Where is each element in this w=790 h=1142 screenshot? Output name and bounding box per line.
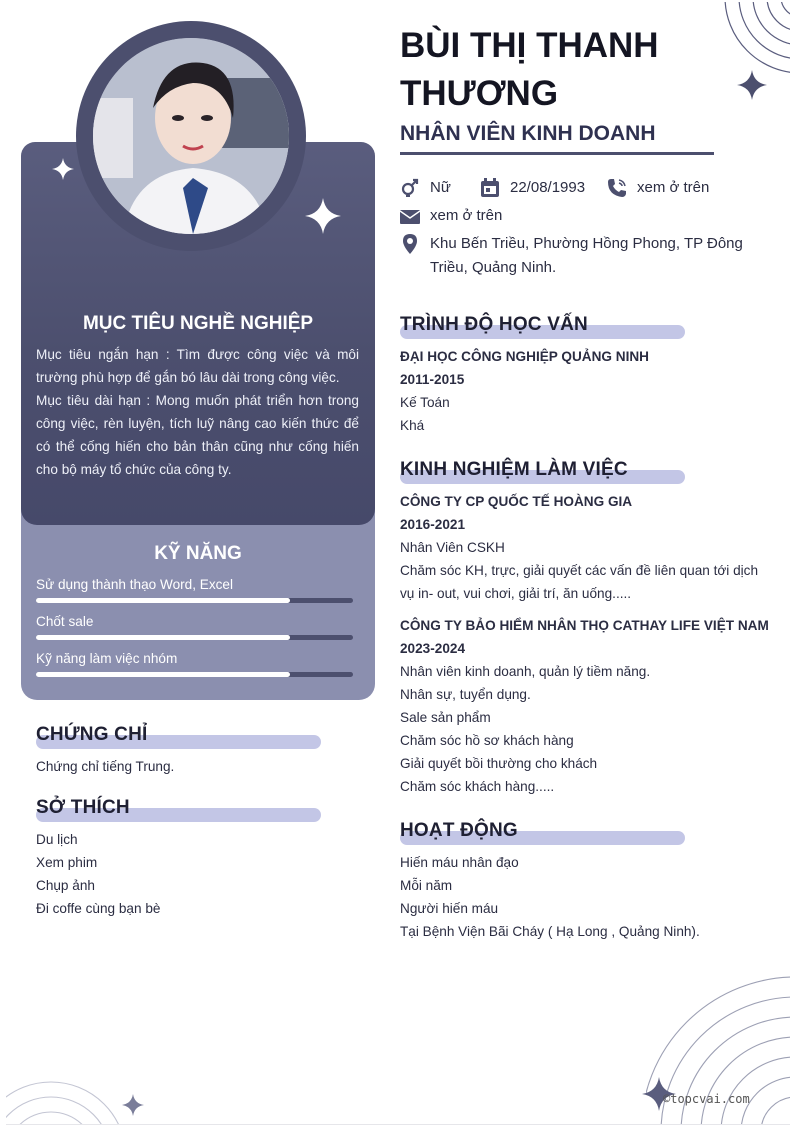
gender-icon: [400, 178, 420, 198]
address-line: Khu Bến Triều, Phường Hồng Phong, TP Đông: [430, 235, 743, 252]
resume-page: [6, 2, 790, 1125]
activity-line: Tại Bệnh Viện Bãi Cháy ( Hạ Long , Quảng Ninh).: [400, 924, 700, 939]
objective-short-term: Mục tiêu ngắn hạn : Tìm được công việc và môi trường phù hợp để gắn bó lâu dài trong công việc.: [36, 347, 359, 385]
education-years: 2011-2015: [400, 372, 465, 387]
job-description-line: Giải quyết bồi thường cho khách: [400, 756, 598, 771]
gender-value: Nữ: [430, 179, 451, 196]
location-icon: [400, 234, 420, 254]
sparkle-icon: [52, 158, 74, 180]
avatar-photo-icon: [93, 38, 289, 234]
job-description-line: vụ in- out, vui chơi, giải trí, ăn uống.....: [400, 586, 632, 601]
education-major: Kế Toán: [400, 395, 450, 410]
hobby-item: Xem phim: [36, 855, 98, 870]
job-description-line: Chăm sóc khách hàng.....: [400, 779, 555, 794]
phone-icon: [607, 178, 627, 198]
job-company: CÔNG TY BẢO HIỂM NHÂN THỌ CATHAY LIFE VIỆT NAM: [400, 618, 769, 633]
job-company: CÔNG TY CP QUỐC TẾ HOÀNG GIA: [400, 494, 633, 509]
job-title-divider: [400, 152, 714, 155]
full-name: [400, 22, 780, 118]
skill-label: Sử dụng thành thạo Word, Excel: [36, 577, 234, 592]
email-value: xem ở trên: [430, 207, 503, 224]
hobbies-title: SỞ THÍCH: [36, 797, 130, 818]
sparkle-icon: [122, 1094, 144, 1116]
education-grade: Khá: [400, 418, 425, 433]
job-description-line: Chăm sóc hồ sơ khách hàng: [400, 733, 574, 748]
skill-bar-fill: [36, 672, 290, 677]
education-title: TRÌNH ĐỘ HỌC VẤN: [400, 314, 588, 335]
job-years: 2016-2021: [400, 517, 466, 532]
hobby-item: Du lịch: [36, 832, 78, 847]
job-description-line: Nhân viên kinh doanh, quản lý tiềm năng.: [400, 664, 651, 679]
skill-bar-fill: [36, 598, 290, 603]
watermark: ©topcvai.com: [663, 1092, 750, 1106]
activity-line: Mỗi năm: [400, 878, 453, 893]
skill-bar: [36, 672, 353, 677]
certificate-item: Chứng chỉ tiếng Trung.: [36, 759, 175, 774]
objective-long-term: Mục tiêu dài hạn : Mong muốn phát triển hơn trong công việc, rèn luyện, tích luỹ nâng cao kiến thức để có thể cống hiến cho bản thân cũng như cống hiến cho bộ máy tổ chức của công ty.: [36, 393, 359, 477]
address-line: Triều, Quảng Ninh.: [430, 259, 557, 276]
avatar: [93, 38, 289, 234]
skills-title: KỸ NĂNG: [154, 543, 242, 564]
phone-value: xem ở trên: [637, 179, 710, 196]
job-description-line: Nhân sự, tuyển dụng.: [400, 687, 531, 702]
hobby-item: Chụp ảnh: [36, 878, 95, 893]
name-line: BÙI THỊ THANH: [400, 26, 659, 65]
activities-title: HOẠT ĐỘNG: [400, 820, 518, 841]
skill-bar: [36, 635, 353, 640]
experience-title: KINH NGHIỆM LÀM VIỆC: [400, 459, 628, 480]
birthday-value: 22/08/1993: [510, 179, 586, 196]
job-description-line: Sale sản phẩm: [400, 710, 491, 725]
certificates-title: CHỨNG CHỈ: [36, 724, 148, 745]
activity-line: Hiến máu nhân đạo: [400, 855, 519, 870]
name-line: THƯƠNG: [400, 74, 559, 113]
objective-text: [36, 343, 359, 481]
email-icon: [400, 207, 420, 227]
sparkle-icon: [305, 198, 341, 234]
calendar-icon: [480, 178, 500, 198]
activity-line: Người hiến máu: [400, 901, 499, 916]
job-description-line: Chăm sóc KH, trực, giải quyết các vấn đề liên quan tới dịch: [400, 563, 759, 578]
job-description-line: Nhân Viên CSKH: [400, 540, 505, 555]
job-title: NHÂN VIÊN KINH DOANH: [400, 122, 656, 145]
job-years: 2023-2024: [400, 641, 466, 656]
hobby-item: Đi coffe cùng bạn bè: [36, 901, 161, 916]
skill-label: Chốt sale: [36, 614, 94, 629]
education-school: ĐẠI HỌC CÔNG NGHIỆP QUẢNG NINH: [400, 349, 649, 364]
skill-bar-fill: [36, 635, 290, 640]
skill-label: Kỹ năng làm việc nhóm: [36, 651, 178, 666]
skill-bar: [36, 598, 353, 603]
objective-title: MỤC TIÊU NGHỀ NGHIỆP: [82, 313, 314, 334]
